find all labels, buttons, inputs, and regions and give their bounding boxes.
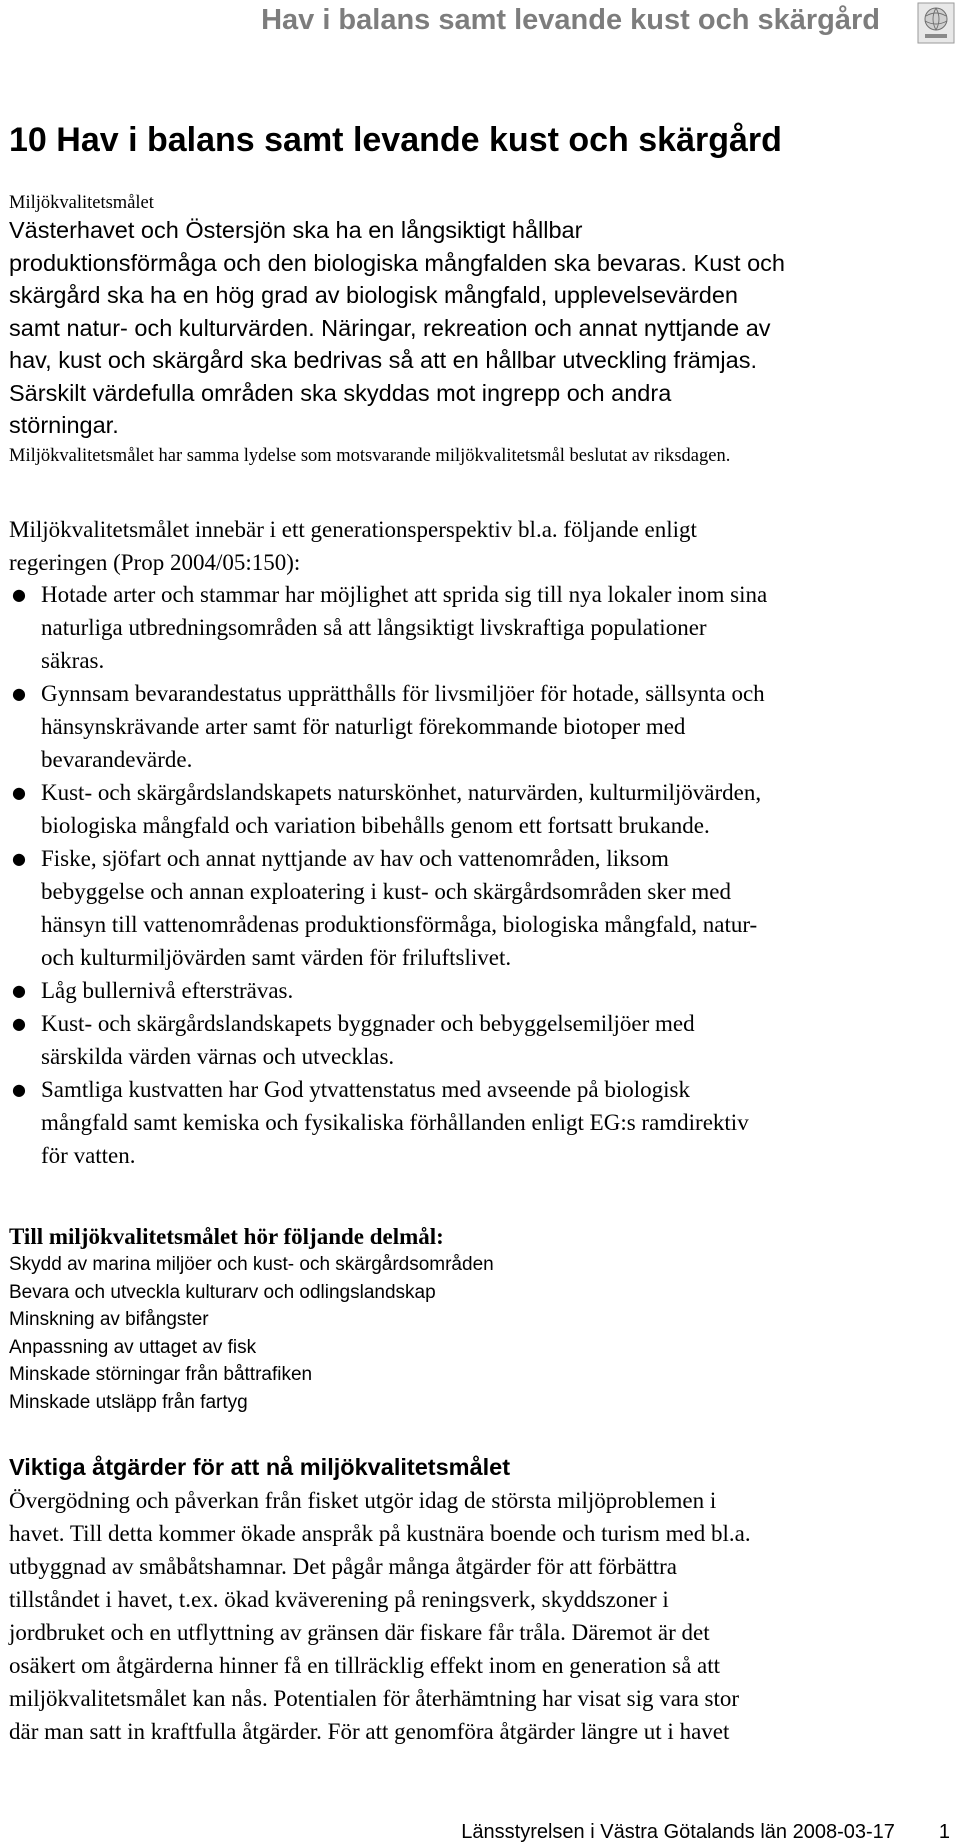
goal-line: hav, kust och skärgård ska bedrivas så att en hållbar utveckling främjas. [9,347,758,373]
bullet-dot-icon: ● [12,981,26,1000]
bullet-line: hänsynskrävande arter samt för naturligt förekommande biotoper med [41,714,686,739]
bullet-item [9,842,954,974]
bullet-line: Låg bullernivå eftersträvas. [41,978,294,1003]
page-footer [300,1820,950,1844]
bullet-list [9,578,954,1172]
bullet-line: hänsyn till vattenområdenas produktionsförmåga, biologiska mångfald, natur- [41,912,758,937]
intro-paragraph [9,513,954,579]
bullet-dot-icon: ● [12,585,26,604]
goal-line: samt natur- och kulturvärden. Näringar, rekreation och annat nyttjande av [9,314,771,341]
intro-line: Miljökvalitetsmålet innebär i ett generationsperspektiv bl.a. följande enligt [9,517,697,542]
bullet-line: särskilda värden värnas och utvecklas. [41,1044,395,1069]
bullet-item [9,677,954,776]
goal-text [9,214,954,442]
bullet-line: bebyggelse och annan exploatering i kust- och skärgårdsområden sker med [41,879,731,904]
bullet-line: Gynnsam bevarandestatus upprätthålls för livsmiljöer för hotade, sällsynta och [41,681,765,706]
submal-heading: Till miljökvalitetsmålet hör följande delmål: [9,1224,444,1249]
submal-item: Bevara och utveckla kulturarv och odlingslandskap [9,1281,436,1303]
page-number: 1 [938,1821,950,1843]
actions-line: havet. Till detta kommer ökade anspråk på kustnära boende och turism med bl.a. [9,1521,751,1546]
submal-list [9,1251,494,1416]
running-header: Hav i balans samt levande kust och skärgård [261,4,880,36]
bullet-item [9,1007,954,1073]
bullet-item [9,974,954,1007]
bullet-line: naturliga utbredningsområden så att långsiktigt livskraftiga populationer [41,615,707,640]
bullet-line: Kust- och skärgårdslandskapets byggnader och bebyggelsemiljöer med [41,1011,695,1036]
submal-item: Minskade utsläpp från fartyg [9,1391,248,1413]
goal-note: Miljökvalitetsmålet har samma lydelse som motsvarande miljökvalitetsmål beslutat av riksdagen. [9,445,731,466]
bullet-line: Samtliga kustvatten har God ytvattenstatus med avseende på biologisk [41,1077,690,1102]
goal-line: störningar. [9,412,119,438]
actions-line: osäkert om åtgärderna hinner få en tillräcklig effekt inom en generation så att [9,1653,721,1678]
goal-block [9,192,954,470]
bullet-line: Hotade arter och stammar har möjlighet att sprida sig till nya lokaler inom sina [41,582,768,607]
goal-line: produktionsförmåga och den biologiska mångfalden ska bevaras. Kust och [9,249,785,276]
submal-item: Minskning av bifångster [9,1309,209,1330]
bullet-item [9,578,954,677]
bullet-item [9,776,954,842]
globe-logo-icon [917,2,955,44]
bullet-line: och kulturmiljövärden samt värden för friluftslivet. [41,945,512,970]
chapter-title: 10 Hav i balans samt levande kust och skärgård [9,121,782,159]
actions-line: tillståndet i havet, t.ex. ökad kväverening på reningsverk, skyddszoner i [9,1587,669,1612]
goal-line: Västerhavet och Östersjön ska ha en långsiktigt hållbar [9,217,583,243]
bullet-line: mångfald samt kemiska och fysikaliska förhållanden enligt EG:s ramdirektiv [41,1110,749,1135]
actions-paragraph [9,1484,954,1748]
actions-line: jordbruket och en utflyttning av gränsen där fiskare får tråla. Däremot är det [9,1620,710,1645]
bullet-dot-icon: ● [12,684,26,703]
goal-line: skärgård ska ha en hög grad av biologisk mångfald, upplevelsevärden [9,282,738,308]
bullet-line: Fiske, sjöfart och annat nyttjande av hav och vattenområden, liksom [41,846,669,871]
bullet-line: för vatten. [41,1143,136,1168]
actions-line: där man satt in kraftfulla åtgärder. För att genomföra åtgärder längre ut i havet [9,1719,730,1744]
actions-line: utbyggnad av småbåtshamnar. Det pågår många åtgärder för att förbättra [9,1554,678,1579]
bullet-line: bevarandevärde. [41,747,193,772]
actions-line: miljökvalitetsmålet kan nås. Potentialen för återhämtning har visat sig vara stor [9,1686,740,1711]
bullet-dot-icon: ● [12,1080,26,1099]
bullet-line: Kust- och skärgårdslandskapets naturskönhet, naturvärden, kulturmiljövärden, [41,780,762,805]
bullet-dot-icon: ● [12,783,26,802]
bullet-item [9,1073,954,1172]
submal-item: Anpassning av uttaget av fisk [9,1336,257,1358]
intro-line: regeringen (Prop 2004/05:150): [9,550,301,575]
actions-line: Övergödning och påverkan från fisket utgör idag de största miljöproblemen i [9,1488,717,1513]
bullet-line: biologiska mångfald och variation bibehålls genom ett fortsatt brukande. [41,813,710,838]
footer-org-date: Länsstyrelsen i Västra Götalands län 2008-03-17 [461,1821,895,1843]
bullet-dot-icon: ● [12,849,26,868]
submal-item: Minskade störningar från båttrafiken [9,1364,313,1385]
goal-line: Särskilt värdefulla områden ska skyddas mot ingrepp och andra [9,379,672,406]
bullet-line: säkras. [41,648,105,673]
goal-label: Miljökvalitetsmålet [9,193,154,213]
bullet-dot-icon: ● [12,1014,26,1033]
actions-heading: Viktiga åtgärder för att nå miljökvalitetsmålet [9,1454,511,1480]
submal-item: Skydd av marina miljöer och kust- och skärgårdsområden [9,1254,494,1275]
